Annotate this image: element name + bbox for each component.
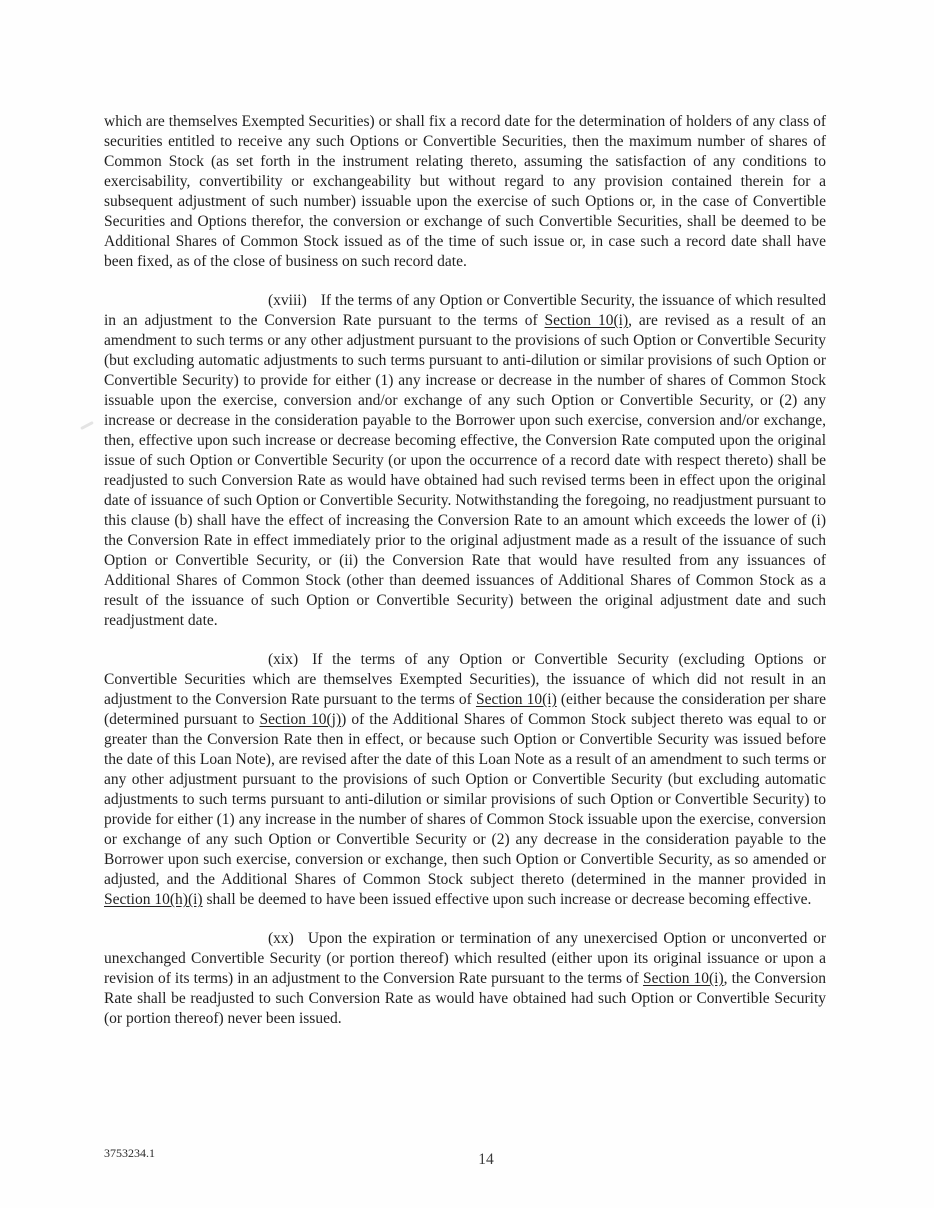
section-reference: Section 10(j) (259, 711, 342, 728)
paragraph-continuation (104, 112, 826, 272)
footer-doc-number: 3753234.1 (104, 1146, 155, 1160)
section-reference: Section 10(i) (544, 312, 629, 329)
paragraph-text: If the terms of any Option or Convertible Security (excluding Options or Convertible Securities which are themselves Exempted Securities), the issuance of which did not result in an adjustment to the Conversion Rate pursuant to the terms of (104, 651, 826, 708)
paragraph-text: , are revised as a result of an amendment to such terms or any other adjustment pursuant to the provisions of such Option or Convertible Security (but excluding automatic adjustments to such terms pursuant to anti-dilution or similar provisions of such Option or Convertible Security) to provide for either (1) any increase or decrease in the number of shares of Common Stock issuable upon the exercise, conversion and/or exchange of any such Option or Convertible Security, or (2) any increase or decrease in the consideration payable to the Borrower upon such exercise, conversion and/or exchange, then, effective upon such increase or decrease becoming effective, the Conversion Rate computed upon the original issue of such Option or Convertible Security (or upon the occurrence of a record date with respect thereto) shall be readjusted to such Conversion Rate as would have obtained had such revised terms been in effect upon the original date of issuance of such Option or Convertible Security. Notwithstanding the foregoing, no readjustment pursuant to this clause (b) shall have the effect of increasing the Conversion Rate to an amount which exceeds the lower of (i) the Conversion Rate in effect immediately prior to the original adjustment made as a result of the issuance of such Option or Convertible Security, or (ii) the Conversion Rate that would have resulted from any issuances of Additional Shares of Common Stock (other than deemed issuances of Additional Shares of Common Stock as a result of the issuance of such Option or Convertible Security) between the original adjustment date and such readjustment date. (104, 312, 826, 629)
section-reference: Section 10(h)(i) (104, 891, 203, 908)
paragraph-text: (either because the consideration per share (determined pursuant to (104, 691, 826, 728)
paragraph-xix (104, 650, 826, 910)
paragraph-text: which are themselves Exempted Securities) or shall fix a record date for the determination of holders of any class of securities entitled to receive any such Options or Convertible Securities, then the maximum number of shares of Common Stock (as set forth in the instrument relating thereto, assuming the satisfaction of any conditions to exercisability, convertibility or exchangeability but without regard to any provision contained therein for a subsequent adjustment of such number) issuable upon the exercise of such Options or, in the case of Convertible Securities and Options therefor, the conversion or exchange of such Convertible Securities, shall be deemed to be Additional Shares of Common Stock issued as of the time of such issue or, in case such a record date shall have been fixed, as of the close of business on such record date. (104, 113, 826, 270)
paragraph-text: Upon the expiration or termination of any unexercised Option or unconverted or unexchanged Convertible Security (or portion thereof) which resulted (either upon its original issuance or upon a revision of its terms) in an adjustment to the Conversion Rate pursuant to the terms of (104, 930, 826, 987)
paragraph-text: , the Conversion Rate shall be readjusted to such Conversion Rate as would have obtained had such Option or Convertible Security (or portion thereof) never been issued. (104, 970, 827, 1027)
scan-artifact (80, 421, 94, 430)
section-reference: Section 10(i) (475, 691, 557, 708)
paragraph-label: (xviii) (268, 292, 307, 309)
paragraph-text: shall be deemed to have been issued effective upon such increase or decrease becoming effective. (202, 891, 812, 908)
footer-page-number: 14 (478, 1151, 494, 1168)
paragraph-text: If the terms of any Option or Convertible Security, the issuance of which resulted in an adjustment to the Conversion Rate pursuant to the terms of (104, 292, 826, 329)
paragraph-xx (104, 929, 826, 1029)
paragraph-xviii (104, 291, 826, 631)
section-reference: Section 10(i) (642, 970, 724, 987)
paragraph-label: (xix) (268, 651, 299, 668)
paragraph-text: ) of the Additional Shares of Common Stock subject thereto was equal to or greater than the Conversion Rate then in effect, or because such Option or Convertible Security was issued before the date of this Loan Note), are revised after the date of this Loan Note as a result of an amendment to such terms or any other adjustment pursuant to the provisions of such Option or Convertible Security (but excluding automatic adjustments to such terms pursuant to anti-dilution or similar provisions of such Option or Convertible Security) to provide for either (1) any increase in the number of shares of Common Stock issuable upon the exercise, conversion or exchange of any such Option or Convertible Security or (2) any decrease in the consideration payable to the Borrower upon such exercise, conversion or exchange, then such Option or Convertible Security, as so amended or adjusted, and the Additional Shares of Common Stock subject thereto (determined in the manner provided in (104, 711, 826, 888)
document-body (104, 112, 826, 1029)
paragraph-label: (xx) (268, 930, 294, 947)
